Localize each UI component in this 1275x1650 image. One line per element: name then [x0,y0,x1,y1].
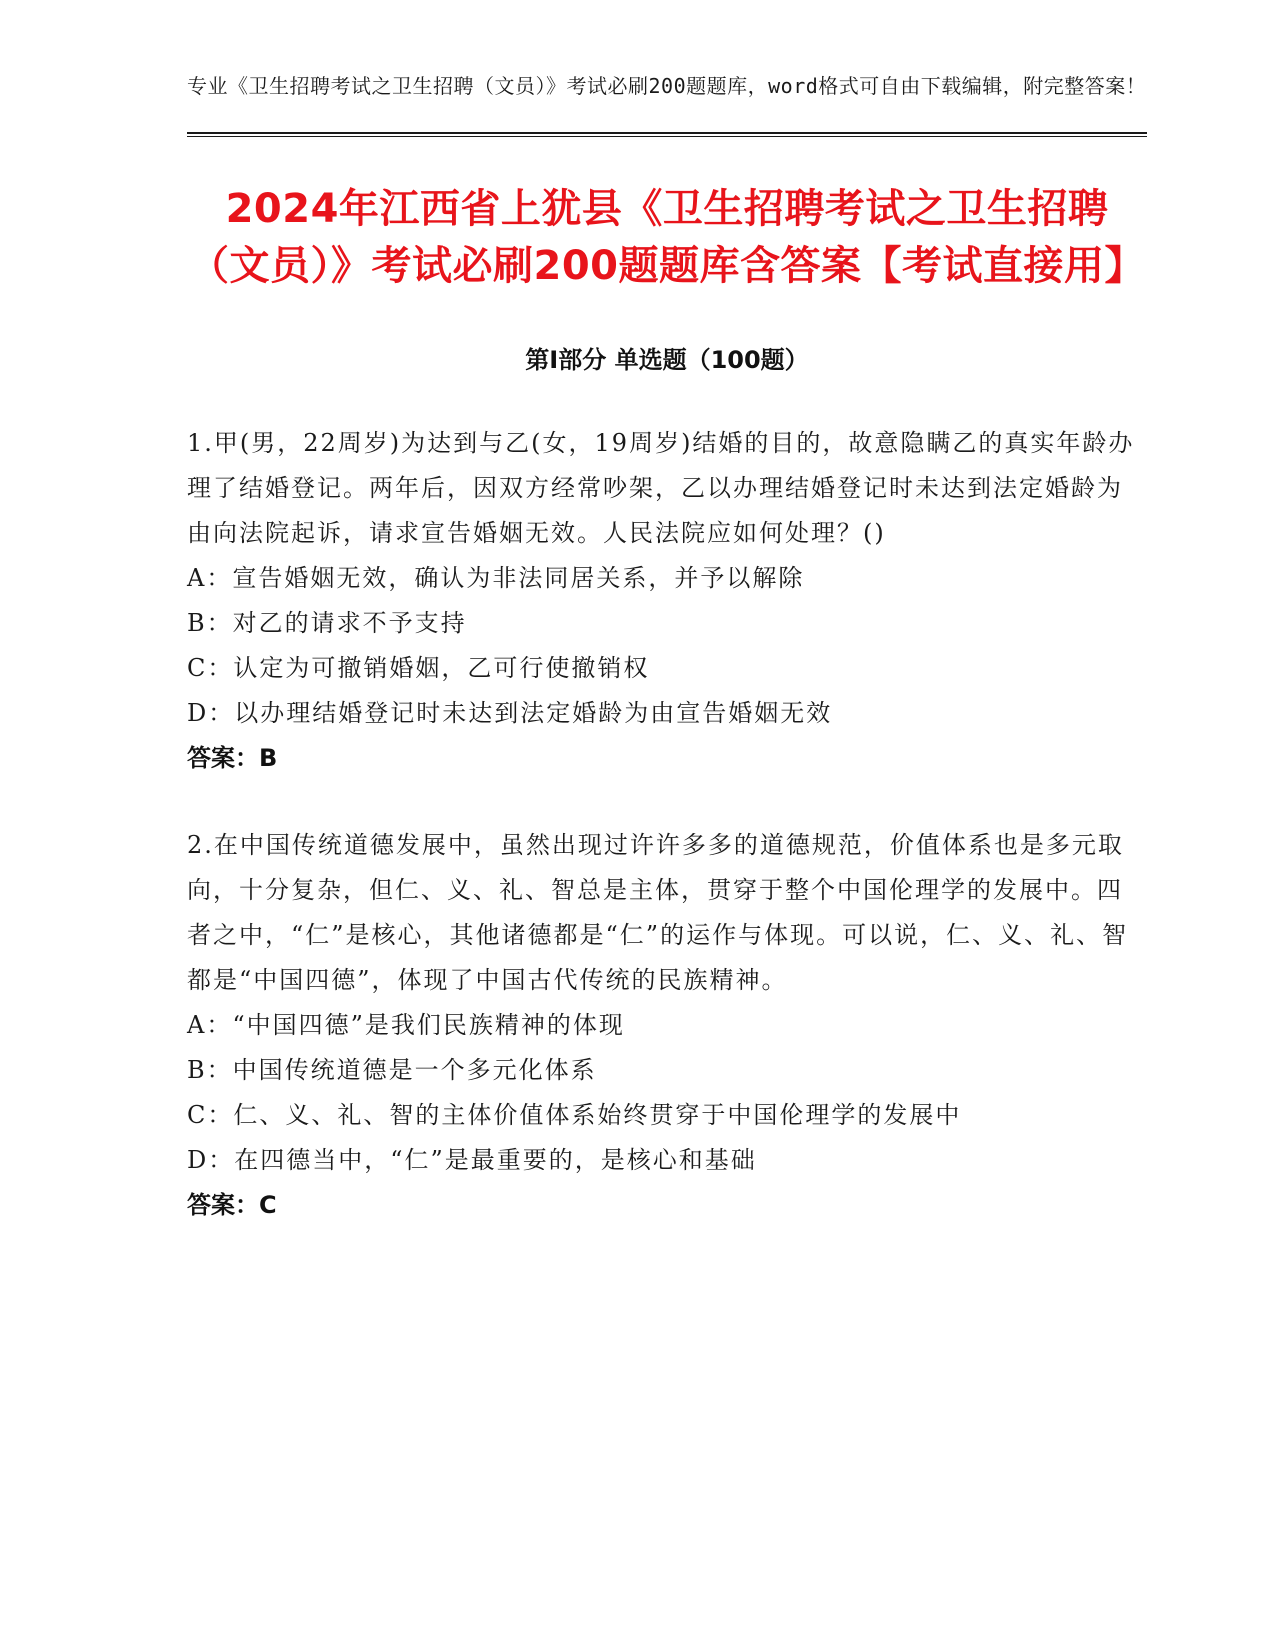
header-divider [187,132,1147,137]
question-answer: 答案：C [187,1191,277,1219]
option-b: B：中国传统道德是一个多元化体系 [187,1056,597,1084]
option-a: A：“中国四德”是我们民族精神的体现 [187,1011,625,1039]
question-item [187,823,1147,1228]
question-stem: 2.在中国传统道德发展中，虽然出现过许许多多的道德规范，价值体系也是多元取向，十分复杂，但仁、义、礼、智总是主体，贯穿于整个中国伦理学的发展中。四者之中，“仁”是核心，其他诸德都是“仁”的运作与体现。可以说，仁、义、礼、智都是“中国四德”，体现了中国古代传统的民族精神。 [187,831,1129,994]
header-note: 专业《卫生招聘考试之卫生招聘（文员）》考试必刷200题题库，word格式可自由下载编辑，附完整答案！ [187,74,1147,98]
question-stem: 1.甲(男，22周岁)为达到与乙(女，19周岁)结婚的目的，故意隐瞒乙的真实年龄办理了结婚登记。两年后，因双方经常吵架，乙以办理结婚登记时未达到法定婚龄为由向法院起诉，请求宣告婚姻无效。人民法院应如何处理？() [187,429,1135,547]
option-d: D：以办理结婚登记时未达到法定婚龄为由宣告婚姻无效 [187,699,833,727]
question-item [187,421,1147,781]
document-page [187,70,1147,1228]
option-c: C：仁、义、礼、智的主体价值体系始终贯穿于中国伦理学的发展中 [187,1101,962,1129]
option-d: D：在四德当中，“仁”是最重要的，是核心和基础 [187,1146,757,1174]
option-c: C：认定为可撤销婚姻，乙可行使撤销权 [187,654,650,682]
option-b: B：对乙的请求不予支持 [187,609,467,637]
question-answer: 答案：B [187,744,278,772]
section-title: 第Ⅰ部分 单选题（100题） [525,346,809,374]
option-a: A：宣告婚姻无效，确认为非法同居关系，并予以解除 [187,564,805,592]
document-title: 2024年江西省上犹县《卫生招聘考试之卫生招聘（文员）》考试必刷200题题库含答案【考试直接用】 [189,186,1145,289]
